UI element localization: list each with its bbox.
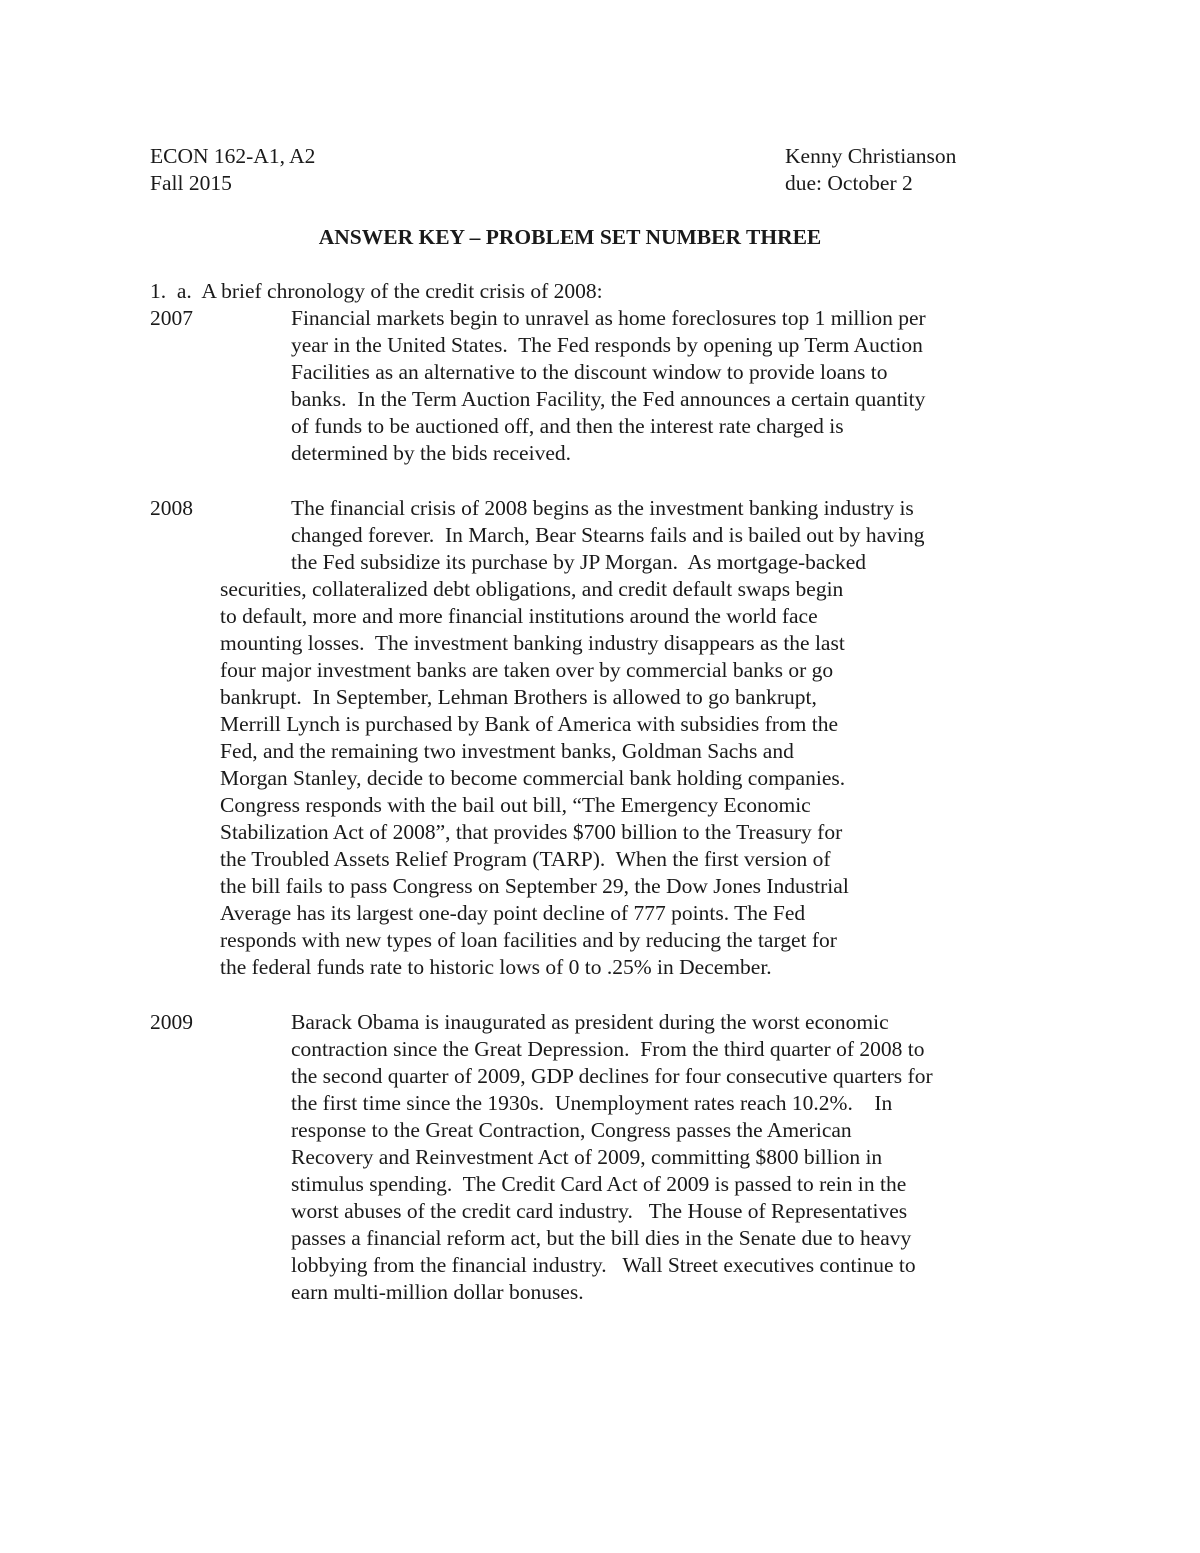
- author-name: Kenny Christianson: [785, 144, 957, 168]
- entry-line: the bill fails to pass Congress on September 29, the Dow Jones Industrial: [220, 874, 849, 898]
- entry-line: Fed, and the remaining two investment banks, Goldman Sachs and: [220, 739, 794, 763]
- entry-line: The financial crisis of 2008 begins as the investment banking industry is: [291, 496, 914, 520]
- year-label-2008: 2008: [150, 496, 193, 520]
- entry-line: the second quarter of 2009, GDP declines for four consecutive quarters for: [291, 1064, 933, 1088]
- entry-line: Stabilization Act of 2008”, that provides $700 billion to the Treasury for: [220, 820, 843, 844]
- entry-line: to default, more and more financial institutions around the world face: [220, 604, 818, 628]
- entry-line: the first time since the 1930s. Unemployment rates reach 10.2%. In: [291, 1091, 893, 1115]
- entry-line: Congress responds with the bail out bill, “The Emergency Economic: [220, 793, 811, 817]
- entry-line: response to the Great Contraction, Congress passes the American: [291, 1118, 852, 1142]
- entry-line: four major investment banks are taken over by commercial banks or go: [220, 658, 834, 682]
- entry-line: Recovery and Reinvestment Act of 2009, committing $800 billion in: [291, 1145, 883, 1169]
- entry-line: Average has its largest one-day point decline of 777 points. The Fed: [220, 901, 806, 925]
- entry-line: banks. In the Term Auction Facility, the Fed announces a certain quantity: [291, 387, 926, 411]
- year-label-2009: 2009: [150, 1010, 193, 1034]
- question-intro: 1. a. A brief chronology of the credit crisis of 2008:: [150, 279, 603, 303]
- page-title: ANSWER KEY – PROBLEM SET NUMBER THREE: [318, 225, 822, 249]
- entry-line: the Fed subsidize its purchase by JP Morgan. As mortgage-backed: [291, 550, 867, 574]
- entry-line: Morgan Stanley, decide to become commercial bank holding companies.: [220, 766, 846, 790]
- entry-line: determined by the bids received.: [291, 441, 571, 465]
- entry-line: stimulus spending. The Credit Card Act of 2009 is passed to rein in the: [291, 1172, 907, 1196]
- year-label-2007: 2007: [150, 306, 193, 330]
- entry-line: responds with new types of loan facilities and by reducing the target for: [220, 928, 837, 952]
- entry-line: passes a financial reform act, but the bill dies in the Senate due to heavy: [291, 1226, 912, 1250]
- entry-line: mounting losses. The investment banking industry disappears as the last: [220, 631, 845, 655]
- due-date: due: October 2: [785, 171, 913, 195]
- entry-line: Barack Obama is inaugurated as president during the worst economic: [291, 1010, 889, 1034]
- entry-line: contraction since the Great Depression. From the third quarter of 2008 to: [291, 1037, 925, 1061]
- entry-line: of funds to be auctioned off, and then the interest rate charged is: [291, 414, 844, 438]
- entry-line: Financial markets begin to unravel as home foreclosures top 1 million per: [291, 306, 926, 330]
- entry-line: Facilities as an alternative to the discount window to provide loans to: [291, 360, 888, 384]
- entry-line: worst abuses of the credit card industry. The House of Representatives: [291, 1199, 908, 1223]
- entry-line: earn multi-million dollar bonuses.: [291, 1280, 584, 1304]
- entry-line: securities, collateralized debt obligations, and credit default swaps begin: [220, 577, 844, 601]
- entry-line: lobbying from the financial industry. Wall Street executives continue to: [291, 1253, 916, 1277]
- entry-line: bankrupt. In September, Lehman Brothers is allowed to go bankrupt,: [220, 685, 817, 709]
- entry-line: changed forever. In March, Bear Stearns fails and is bailed out by having: [291, 523, 925, 547]
- entry-line: Merrill Lynch is purchased by Bank of America with subsidies from the: [220, 712, 838, 736]
- term: Fall 2015: [150, 171, 232, 195]
- course-code: ECON 162-A1, A2: [150, 144, 316, 168]
- entry-line: the federal funds rate to historic lows of 0 to .25% in December.: [220, 955, 772, 979]
- entry-line: the Troubled Assets Relief Program (TARP). When the first version of: [220, 847, 831, 871]
- entry-line: year in the United States. The Fed responds by opening up Term Auction: [291, 333, 923, 357]
